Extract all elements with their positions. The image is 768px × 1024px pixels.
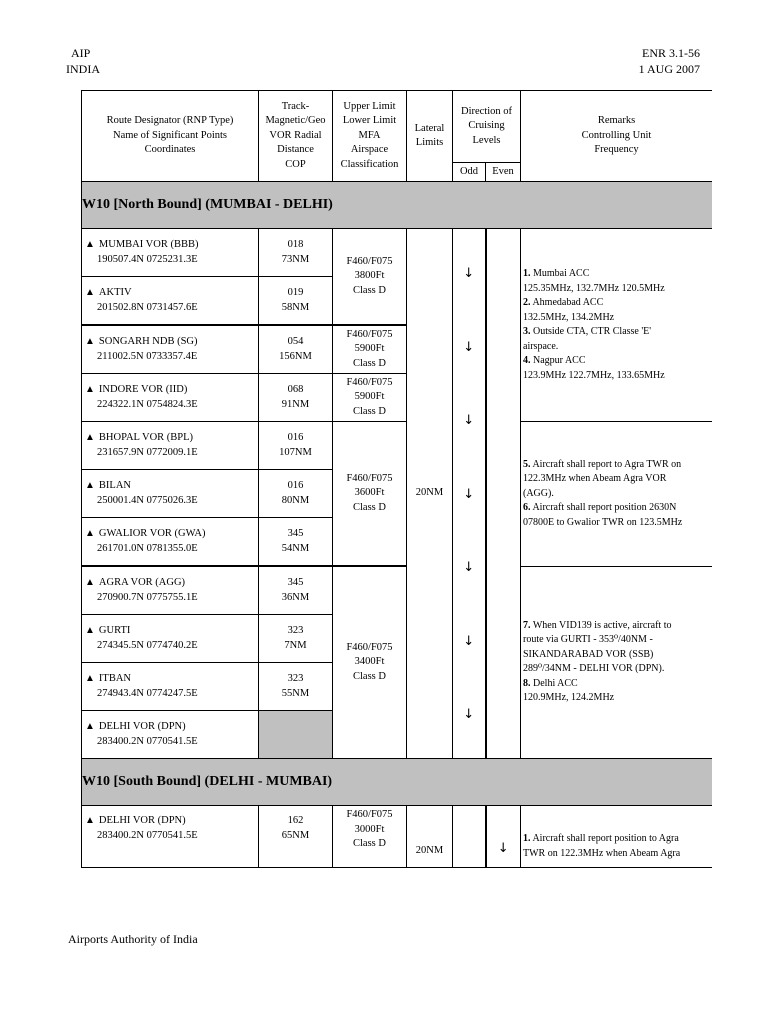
- triangle-icon: ▲: [85, 625, 95, 636]
- section-north-title: W10 [North Bound] (MUMBAI - DELHI): [82, 182, 713, 229]
- header-right: [639, 45, 700, 77]
- point-cell: ▲ AKTIV 201502.8N 0731457.6E: [82, 277, 259, 326]
- track-cell-empty: [259, 711, 333, 759]
- triangle-icon: ▲: [85, 239, 95, 250]
- point-cell: ▲ MUMBAI VOR (BBB) 190507.4N 0725231.3E: [82, 229, 259, 277]
- triangle-icon: ▲: [85, 384, 95, 395]
- down-arrow-icon: ↓: [463, 634, 475, 649]
- limits-cell: F460/F075 5900Ft Class D: [333, 374, 407, 422]
- point-cell: ▲ AGRA VOR (AGG) 270900.7N 0775755.1E: [82, 566, 259, 615]
- odd-levels-cell: [453, 806, 486, 869]
- down-arrow-icon: ↓: [463, 413, 475, 428]
- point-cell: ▲ GWALIOR VOR (GWA) 261701.0N 0781355.0E: [82, 518, 259, 567]
- limits-cell: F460/F075 5900Ft Class D: [333, 325, 407, 374]
- lateral-limits-cell: 20NM: [407, 806, 453, 869]
- even-levels-cell: [486, 229, 521, 759]
- table-row: [82, 422, 713, 470]
- down-arrow-icon: ↓: [463, 340, 475, 355]
- track-cell: 323 55NM: [259, 663, 333, 711]
- table-row: [82, 566, 713, 615]
- col-lateral-header: Lateral Limits: [407, 91, 453, 182]
- point-cell: ▲ BILAN 250001.4N 0775026.3E: [82, 470, 259, 518]
- down-arrow-icon: ↓: [497, 841, 509, 856]
- track-cell: 016 80NM: [259, 470, 333, 518]
- route-table-frame: [81, 90, 712, 868]
- triangle-icon: ▲: [85, 577, 95, 588]
- footer-publisher: Airports Authority of India: [68, 932, 198, 946]
- triangle-icon: ▲: [85, 815, 95, 826]
- remarks-cell: 5. Aircraft shall report to Agra TWR on 122.3MHz when Abeam Agra VOR (AGG). 6. Aircraft shall report position 2630N 07800E to Gwalior TWR on 123.5MHz: [521, 422, 713, 567]
- header-aip: AIP: [71, 46, 91, 60]
- track-cell: 345 54NM: [259, 518, 333, 567]
- triangle-icon: ▲: [85, 336, 95, 347]
- point-cell: ▲ GURTI 274345.5N 0774740.2E: [82, 615, 259, 663]
- down-arrow-icon: ↓: [463, 266, 475, 281]
- odd-levels-cell: [453, 229, 486, 759]
- remarks-cell: 7. When VID139 is active, aircraft to route via GURTI - 353⁰/40NM - SIKANDARABAD VOR (SSB) 289⁰/34NM - DELHI VOR (DPN). 8. Delhi ACC 120.9MHz, 124.2MHz: [521, 566, 713, 759]
- point-cell: ▲ DELHI VOR (DPN) 283400.2N 0770541.5E: [82, 711, 259, 759]
- point-cell: ▲ ITBAN 274943.4N 0774247.5E: [82, 663, 259, 711]
- section-north: [82, 182, 713, 229]
- limits-cell: F460/F075 3800Ft Class D: [333, 229, 407, 326]
- point-cell: ▲ SONGARH NDB (SG) 211002.5N 0733357.4E: [82, 325, 259, 374]
- triangle-icon: ▲: [85, 480, 95, 491]
- section-south-title: W10 [South Bound] (DELHI - MUMBAI): [82, 759, 713, 806]
- lateral-limits-cell: 20NM: [407, 229, 453, 759]
- col-track-header: Track- Magnetic/Geo VOR Radial Distance COP: [259, 91, 333, 182]
- header-page-ref: ENR 3.1-56: [642, 46, 700, 60]
- triangle-icon: ▲: [85, 287, 95, 298]
- triangle-icon: ▲: [85, 721, 95, 732]
- track-cell: 016 107NM: [259, 422, 333, 470]
- track-cell: 345 36NM: [259, 566, 333, 615]
- limits-cell: F460/F075 3600Ft Class D: [333, 422, 407, 567]
- track-cell: 054 156NM: [259, 325, 333, 374]
- col-route-header: Route Designator (RNP Type) Name of Significant Points Coordinates: [82, 91, 259, 182]
- remarks-cell: 1. Mumbai ACC 125.35MHz, 132.7MHz 120.5MHz 2. Ahmedabad ACC 132.5MHz, 134.2MHz 3. Outside CTA, CTR Classe 'E' airspace. 4. Nagpur ACC 123.9MHz 122.7MHz, 133.65MHz: [521, 229, 713, 422]
- track-cell: 162 65NM: [259, 806, 333, 869]
- point-cell: ▲ DELHI VOR (DPN) 283400.2N 0770541.5E: [82, 806, 259, 869]
- remarks-cell: 1. Aircraft shall report position to Agra TWR on 122.3MHz when Abeam Agra: [521, 806, 713, 869]
- track-cell: 018 73NM: [259, 229, 333, 277]
- triangle-icon: ▲: [85, 673, 95, 684]
- limits-cell: F460/F075 3000Ft Class D: [333, 806, 407, 869]
- track-cell: 019 58NM: [259, 277, 333, 326]
- table-row: [82, 229, 713, 277]
- even-levels-cell: [486, 806, 521, 869]
- header-country: INDIA: [66, 62, 100, 76]
- column-header-row: [82, 91, 713, 163]
- track-cell: 068 91NM: [259, 374, 333, 422]
- table-row: [82, 806, 713, 869]
- header-date: 1 AUG 2007: [638, 62, 700, 76]
- down-arrow-icon: ↓: [463, 707, 475, 722]
- down-arrow-icon: ↓: [463, 487, 475, 502]
- down-arrow-icon: ↓: [463, 560, 475, 575]
- triangle-icon: ▲: [85, 432, 95, 443]
- col-even-header: Even: [486, 163, 521, 182]
- col-limits-header: Upper Limit Lower Limit MFA Airspace Classification: [333, 91, 407, 182]
- point-cell: ▲ INDORE VOR (IID) 224322.1N 0754824.3E: [82, 374, 259, 422]
- limits-cell: F460/F075 3400Ft Class D: [333, 566, 407, 759]
- route-table: [81, 90, 712, 868]
- col-direction-header: Direction of Cruising Levels: [453, 91, 521, 163]
- triangle-icon: ▲: [85, 528, 95, 539]
- header-left: [66, 45, 100, 77]
- point-cell: ▲ BHOPAL VOR (BPL) 231657.9N 0772009.1E: [82, 422, 259, 470]
- col-odd-header: Odd: [453, 163, 486, 182]
- section-south: [82, 759, 713, 806]
- track-cell: 323 7NM: [259, 615, 333, 663]
- col-remarks-header: Remarks Controlling Unit Frequency: [521, 91, 713, 182]
